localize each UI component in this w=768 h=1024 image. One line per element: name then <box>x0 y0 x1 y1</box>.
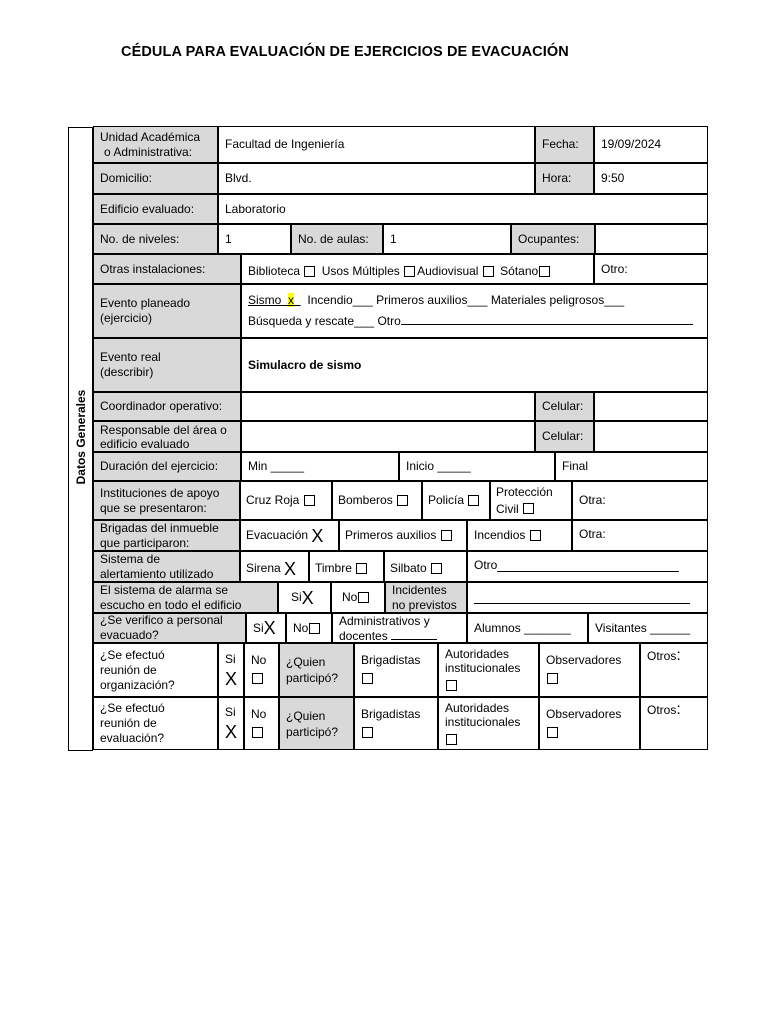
proteccion-label: Protección <box>496 484 553 499</box>
reunion-org-observadores-box <box>546 672 558 687</box>
aulas-label: No. de aulas: <box>291 224 383 254</box>
reunion-eval-no[interactable] <box>244 697 279 750</box>
evento-planeado-line-a <box>248 290 624 311</box>
biblioteca-option: Biblioteca <box>248 263 301 278</box>
reunion-eval-autoridades[interactable] <box>438 697 539 750</box>
brigadas-label <box>93 520 240 551</box>
reunion-org-line1: ¿Se efectuó <box>100 647 165 662</box>
reunion-org-observadores[interactable] <box>539 643 640 697</box>
usos-multiples-option: Usos Múltiples <box>321 263 400 278</box>
reunion-eval-si[interactable] <box>218 697 244 750</box>
audiovisual-checkbox[interactable] <box>483 266 494 277</box>
otro-instalacion[interactable]: Otro: <box>594 254 708 284</box>
unidad-label <box>93 126 218 163</box>
ocupantes-value[interactable] <box>595 224 708 254</box>
reunion-eval-observadores[interactable] <box>539 697 640 750</box>
evacuacion-mark: X <box>311 525 324 546</box>
reunion-org-line3: organización? <box>100 677 175 692</box>
reunion-eval-brigadistas-label: Brigadistas <box>361 706 421 721</box>
reunion-org-quien-line1: ¿Quien <box>286 655 326 669</box>
reunion-eval-observadores-box <box>546 726 558 741</box>
bomberos-label: Bomberos <box>338 493 393 507</box>
reunion-eval-line1: ¿Se efectuó <box>100 701 165 715</box>
reunion-eval-quien-line1: ¿Quien <box>286 708 326 723</box>
reunion-eval-observadores-checkbox[interactable] <box>547 727 558 738</box>
celular-label-2: Celular: <box>535 421 594 452</box>
evento-planeado-line2: (ejercicio) <box>100 311 153 325</box>
celular-label: Celular: <box>535 392 594 421</box>
reunion-org-no-box <box>251 672 263 687</box>
reunion-org-brigadistas-label: Brigadistas <box>361 653 421 667</box>
busqueda-rescate-option[interactable]: Búsqueda y rescate___ <box>248 314 375 328</box>
sirena-mark: X <box>284 558 297 579</box>
reunion-org-observadores-checkbox[interactable] <box>547 673 558 684</box>
verifico-line1: ¿Se verifico a personal <box>100 613 223 627</box>
incendios-label: Incendios <box>474 528 526 542</box>
reunion-organizacion-label <box>93 643 218 697</box>
alarma-no-option[interactable] <box>331 582 385 613</box>
verifico-si-label: Si <box>253 620 264 635</box>
coordinador-label: Coordinador operativo: <box>93 392 241 421</box>
incendio-option[interactable]: Incendio___ <box>307 293 373 307</box>
unidad-label-line1: Unidad Académica <box>100 129 201 144</box>
sistema-line2: alertamiento utilizado <box>100 566 214 581</box>
usos-multiples-checkbox[interactable] <box>404 266 415 277</box>
alarma-si-label: Si <box>291 590 302 604</box>
reunion-eval-autoridades-line2: institucionales <box>445 714 521 729</box>
reunion-org-quien-line2: participó? <box>286 671 339 685</box>
otra-institucion[interactable]: Otra: <box>572 481 708 520</box>
instituciones-line2: que se presentaron: <box>100 500 207 515</box>
sotano-option: Sótano <box>500 263 539 278</box>
evacuacion-option[interactable] <box>240 520 339 551</box>
duracion-inicio[interactable]: Inicio _____ <box>399 452 555 481</box>
timbre-option[interactable] <box>309 551 384 582</box>
proteccion-civil-line <box>496 501 534 518</box>
datos-generales-label: Datos Generales <box>74 389 88 485</box>
verifico-si-option[interactable] <box>246 613 286 643</box>
cruz-roja-label: Cruz Roja <box>246 493 300 507</box>
bomberos-checkbox[interactable] <box>397 495 408 506</box>
reunion-org-no-checkbox[interactable] <box>252 673 263 684</box>
alarma-line1: El sistema de alarma se <box>100 582 229 597</box>
primeros-auxilios-label: Primeros auxilios <box>345 528 437 542</box>
primeros-auxilios-brigada[interactable] <box>339 520 467 551</box>
evento-planeado-line1: Evento planeado <box>100 296 191 310</box>
responsable-value[interactable] <box>241 421 535 452</box>
reunion-org-autoridades-line2: institucionales <box>445 661 521 675</box>
silbato-checkbox[interactable] <box>431 563 442 574</box>
biblioteca-checkbox[interactable] <box>304 266 315 277</box>
alarma-label <box>93 582 278 613</box>
responsable-line1: Responsable del área o <box>100 422 227 437</box>
proteccion-civil-checkbox[interactable] <box>523 503 534 514</box>
reunion-eval-si-mark: X <box>225 722 238 742</box>
reunion-org-line2: reunión de <box>100 662 157 677</box>
verifico-no-checkbox[interactable] <box>309 623 320 634</box>
reunion-org-autoridades-box <box>445 679 457 693</box>
policia-checkbox[interactable] <box>468 495 479 506</box>
incidentes-blank[interactable] <box>474 592 690 604</box>
alarma-no-label: No <box>342 590 358 604</box>
alarma-si-option[interactable] <box>278 582 331 613</box>
verifico-no-option[interactable] <box>286 613 332 643</box>
niveles-value[interactable]: 1 <box>218 224 291 254</box>
alarma-si-mark: X <box>301 587 314 608</box>
niveles-label: No. de niveles: <box>93 224 218 254</box>
administrativos-line1: Administrativos y <box>339 613 430 628</box>
incidentes-label <box>385 582 467 613</box>
aulas-value[interactable]: 1 <box>383 224 511 254</box>
reunion-eval-quien-line2: participó? <box>286 724 339 739</box>
unidad-value[interactable]: Facultad de Ingeniería <box>218 126 535 163</box>
policia-label: Policía <box>428 493 465 507</box>
administrativos-line2 <box>339 628 437 643</box>
reunion-eval-autoridades-checkbox[interactable] <box>446 734 457 745</box>
reunion-org-autoridades-line1: Autoridades <box>445 647 510 661</box>
reunion-eval-otros[interactable]: Otros : <box>640 697 708 750</box>
primeros-auxilios-option[interactable]: Primeros auxilios___ <box>376 293 488 307</box>
reunion-org-si[interactable] <box>218 643 244 697</box>
responsable-line2: edificio evaluado <box>100 436 190 451</box>
duracion-min[interactable]: Min _____ <box>241 452 399 481</box>
otro-evento-blank[interactable] <box>401 313 693 325</box>
reunion-eval-observadores-label: Observadores <box>546 706 622 721</box>
evento-planeado-label <box>93 284 241 338</box>
otro-alert-label: Otro <box>474 558 498 572</box>
evacuacion-label: Evacuación <box>246 528 309 542</box>
visitantes-field[interactable]: Visitantes ______ <box>588 613 708 643</box>
reunion-eval-brigadistas[interactable] <box>354 697 438 750</box>
incendios-checkbox[interactable] <box>530 530 541 541</box>
sismo-label: Sismo <box>248 293 282 307</box>
otra-brigada[interactable]: Otra: <box>572 520 708 551</box>
civil-label: Civil <box>496 501 519 516</box>
reunion-org-autoridades-checkbox[interactable] <box>446 680 457 691</box>
duracion-label: Duración del ejercicio: <box>93 452 241 481</box>
hora-value[interactable]: 9:50 <box>594 163 708 194</box>
instalaciones-options <box>241 254 594 284</box>
edificio-label: Edificio evaluado: <box>93 194 218 224</box>
reunion-eval-autoridades-line1: Autoridades <box>445 700 510 715</box>
reunion-org-otros[interactable]: Otros : <box>640 643 708 697</box>
alumnos-field[interactable]: Alumnos _______ <box>467 613 588 643</box>
proteccion-civil-option[interactable] <box>490 481 572 520</box>
reunion-eval-quien <box>279 697 354 750</box>
sirena-option[interactable] <box>240 551 309 582</box>
instituciones-line1: Instituciones de apoyo <box>100 485 220 500</box>
sistema-label <box>93 551 240 582</box>
administrativos-field[interactable] <box>332 613 467 643</box>
verifico-no-label: No <box>293 620 309 635</box>
reunion-org-si-mark: X <box>225 668 238 689</box>
fecha-value[interactable]: 19/09/2024 <box>594 126 708 163</box>
reunion-org-brigadistas-box <box>361 672 373 687</box>
reunion-org-no-label: No <box>251 653 267 667</box>
reunion-eval-line3: evaluación? <box>100 731 165 745</box>
reunion-eval-no-checkbox[interactable] <box>252 727 263 738</box>
cruz-roja-option[interactable] <box>240 481 332 520</box>
evento-real-line2: (describir) <box>100 365 154 379</box>
brigadas-line2: que participaron: <box>100 535 190 550</box>
sotano-checkbox[interactable] <box>539 266 550 277</box>
domicilio-label: Domicilio: <box>93 163 218 194</box>
incidentes-line1: Incidentes <box>392 582 447 597</box>
alarma-no-checkbox[interactable] <box>358 592 369 603</box>
sistema-line1: Sistema de <box>100 551 161 566</box>
otro-alert-blank[interactable] <box>497 560 679 572</box>
evento-real-value[interactable]: Simulacro de sismo <box>241 338 708 392</box>
fecha-label: Fecha: <box>535 126 594 163</box>
reunion-eval-brigadistas-box <box>361 726 373 741</box>
coordinador-value[interactable] <box>241 392 535 421</box>
duracion-final[interactable]: Final <box>555 452 708 481</box>
sismo-option[interactable] <box>248 293 301 307</box>
alarma-line2: escucho en todo el edificio <box>100 597 242 612</box>
verifico-line2: evacuado? <box>100 628 159 642</box>
reunion-org-brigadistas[interactable] <box>354 643 438 697</box>
reunion-org-autoridades[interactable] <box>438 643 539 697</box>
verifico-label <box>93 613 246 643</box>
hora-label: Hora: <box>535 163 594 194</box>
incidentes-line2: no previstos <box>392 597 457 612</box>
silbato-label: Silbato <box>390 561 427 575</box>
reunion-eval-otros-label: Otros <box>647 703 677 717</box>
cruz-roja-checkbox[interactable] <box>304 495 315 506</box>
otro-evento-option[interactable]: Otro <box>377 314 401 328</box>
timbre-checkbox[interactable] <box>356 563 367 574</box>
reunion-org-otros-label: Otros <box>647 649 677 663</box>
evento-planeado-line-b <box>248 311 693 332</box>
reunion-org-no[interactable] <box>244 643 279 697</box>
sirena-label: Sirena <box>246 561 281 575</box>
ocupantes-label: Ocupantes: <box>511 224 595 254</box>
reunion-org-si-label: Si <box>225 651 236 666</box>
timbre-label: Timbre <box>315 561 352 575</box>
primeros-auxilios-checkbox[interactable] <box>441 530 452 541</box>
verifico-si-mark: X <box>263 618 276 638</box>
audiovisual-option: Audiovisual <box>417 263 479 278</box>
evento-real-label <box>93 338 241 392</box>
materiales-peligrosos-option[interactable]: Materiales peligrosos___ <box>490 293 625 307</box>
otras-instalaciones-label: Otras instalaciones: <box>93 254 241 284</box>
reunion-eval-si-label: Si <box>225 705 236 719</box>
otro-alertamiento[interactable] <box>467 551 708 582</box>
reunion-org-brigadistas-checkbox[interactable] <box>362 673 373 684</box>
reunion-evaluacion-label <box>93 697 218 750</box>
reunion-eval-autoridades-box <box>445 733 457 747</box>
reunion-eval-no-label: No <box>251 706 267 721</box>
edificio-value[interactable]: Laboratorio <box>218 194 708 224</box>
instituciones-label <box>93 481 240 520</box>
reunion-eval-brigadistas-checkbox[interactable] <box>362 727 373 738</box>
unidad-label-line2: o Administrativa: <box>104 144 193 159</box>
bomberos-option[interactable] <box>332 481 422 520</box>
docentes-blank[interactable] <box>391 628 437 640</box>
brigadas-line1: Brigadas del inmueble <box>100 520 219 535</box>
policia-option[interactable] <box>422 481 490 520</box>
celular-value[interactable] <box>594 392 708 421</box>
docentes-label: docentes <box>339 628 388 643</box>
celular-value-2[interactable] <box>594 421 708 452</box>
document-title: CÉDULA PARA EVALUACIÓN DE EJERCICIOS DE EVACUACIÓN <box>121 44 569 60</box>
evento-planeado-options <box>241 284 708 338</box>
reunion-eval-line2: reunión de <box>100 716 157 730</box>
sismo-mark: x <box>288 293 295 307</box>
silbato-option[interactable] <box>384 551 467 582</box>
reunion-eval-no-box <box>251 726 263 741</box>
evento-real-line1: Evento real <box>100 350 161 364</box>
incendios-option[interactable] <box>467 520 572 551</box>
responsable-label <box>93 421 241 452</box>
incidentes-value[interactable] <box>467 582 708 613</box>
reunion-org-observadores-label: Observadores <box>546 653 622 667</box>
domicilio-value[interactable]: Blvd. <box>218 163 535 194</box>
reunion-org-quien <box>279 643 354 697</box>
